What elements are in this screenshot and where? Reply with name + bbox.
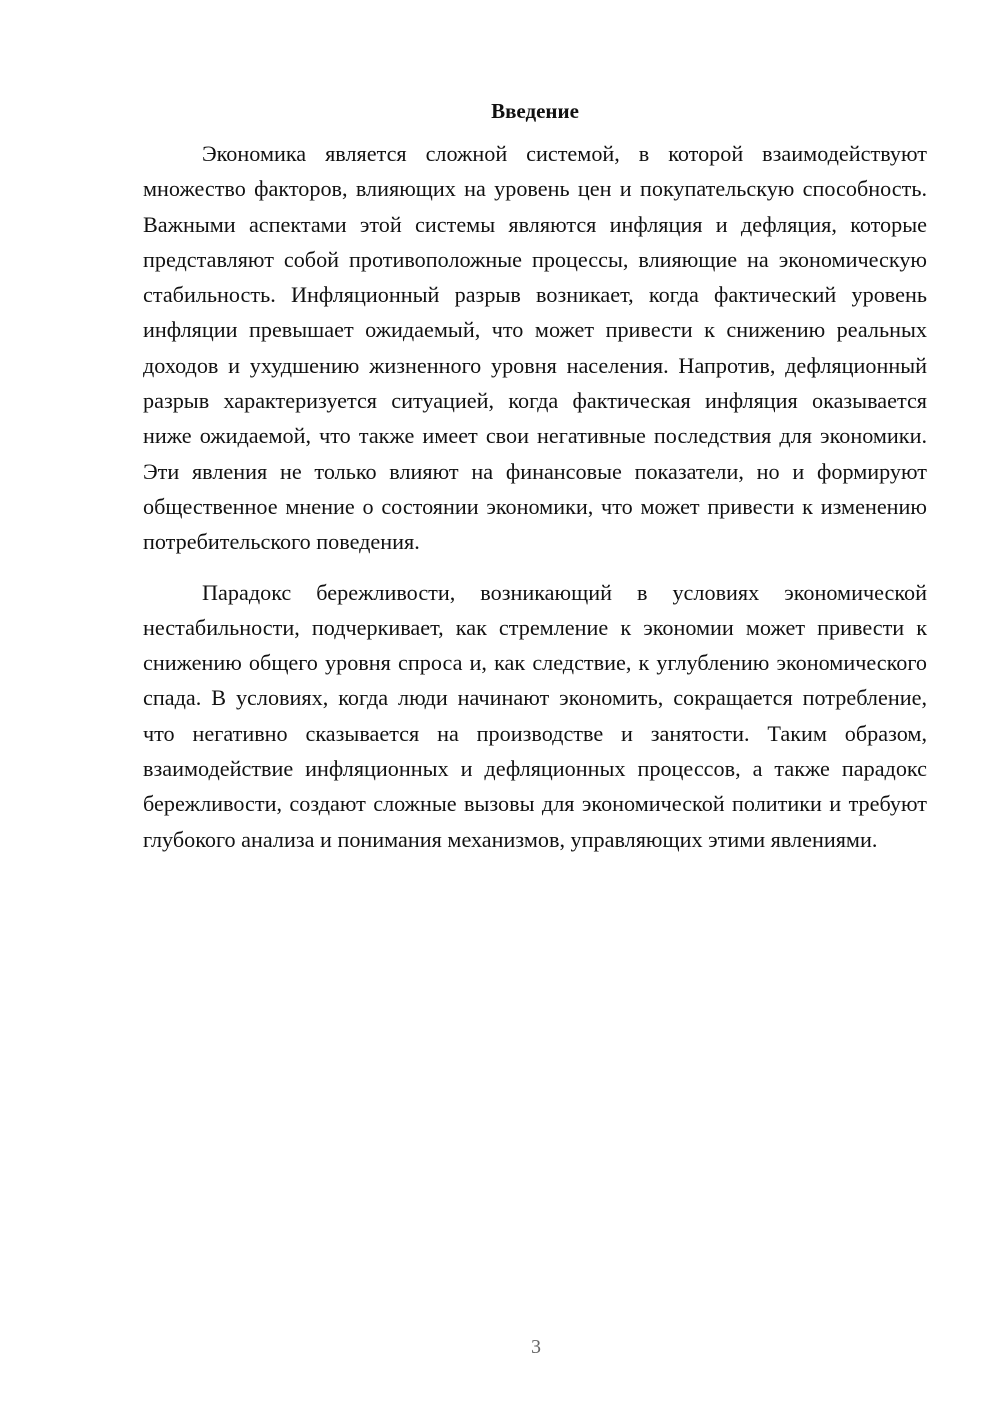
page-content bbox=[143, 96, 927, 857]
paragraph-thrift-paradox: Парадокс бережливости, возникающий в условиях экономической нестабильности, подчеркивает, как стремление к экономии может привести к снижению общего уровня спроса и, как следствие, к углублению экономического спада. В условиях, когда люди начинают экономить, сокращается потребление, что негативно сказывается на производстве и занятости. Таким образом, взаимодействие инфляционных и дефляционных процессов, а также парадокс бережливости, создают сложные вызовы для экономической политики и требуют глубокого анализа и понимания механизмов, управляющих этими явлениями. bbox=[143, 579, 927, 852]
section-title: Введение bbox=[491, 99, 579, 123]
paragraph-intro: Экономика является сложной системой, в которой взаимодействуют множество факторов, влияющих на уровень цен и покупательскую способность. Важными аспектами этой системы являются инфляция и дефляция, которые представляют собой противоположные процессы, влияющие на экономическую стабильность. Инфляционный разрыв возникает, когда фактический уровень инфляции превышает ожидаемый, что может привести к снижению реальных доходов и ухудшению жизненного уровня населения. Напротив, дефляционный разрыв характеризуется ситуацией, когда фактическая инфляция оказывается ниже ожидаемой, что также имеет свои негативные последствия для экономики. Эти явления не только влияют на финансовые показатели, но и формируют общественное мнение о состоянии экономики, что может привести к изменению потребительского поведения. bbox=[143, 141, 927, 555]
page-number: 3 bbox=[531, 1336, 541, 1358]
